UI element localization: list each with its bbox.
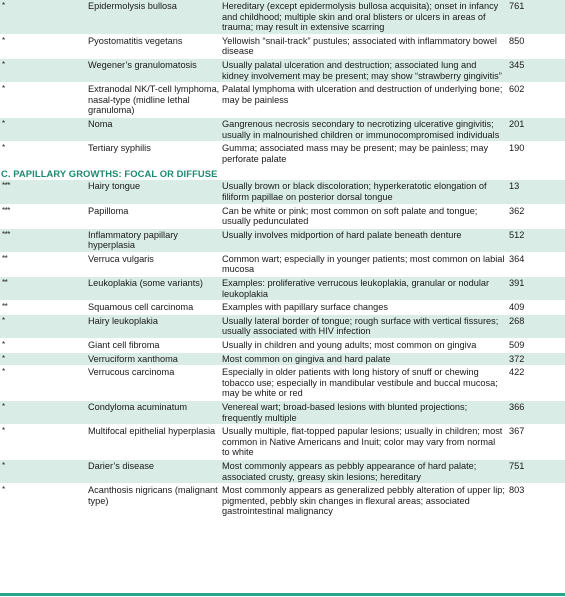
page-number-cell: 512	[509, 229, 525, 240]
frequency-cell: *	[2, 460, 5, 470]
description-cell: Usually palatal ulceration and destruction; associated lung and kidney involvement may be present; may show “strawberry gingivitis”	[222, 59, 502, 81]
table-row	[0, 277, 565, 301]
page-number-cell: 391	[509, 278, 525, 289]
description-cell: Gumma; associated mass may be present; may be painless; may perforate palate	[222, 143, 489, 164]
entity-name-cell: Inflammatory papillary hyperplasia	[88, 229, 178, 251]
frequency-cell: **	[2, 302, 8, 312]
frequency-cell: **	[2, 278, 8, 288]
frequency-cell: **	[2, 253, 8, 263]
page-number-cell: 364	[509, 253, 525, 264]
frequency-cell: *	[2, 84, 5, 94]
description-cell: Examples: proliferative verrucous leukoplakia, granular or nodular leukoplakia	[222, 278, 490, 299]
table-row	[0, 35, 565, 59]
table-row	[0, 353, 565, 367]
frequency-cell: *	[2, 485, 5, 495]
frequency-cell: *	[2, 143, 5, 153]
frequency-cell: *	[2, 35, 5, 45]
description-cell: Most commonly appears as pebbly appearance of hard palate; associated crusty, greasy skin lesions; hereditary	[222, 460, 477, 482]
page-number-cell: 850	[509, 35, 525, 46]
description-cell: Common wart; especially in younger patients; most common on labial mucosa	[222, 253, 505, 275]
frequency-cell: *	[2, 402, 5, 411]
entity-name-cell: Extranodal NK/T-cell lymphoma, nasal-type (midline lethal granuloma)	[88, 84, 220, 116]
description-cell: Usually brown or black discoloration; hyperkeratotic elongation of filiform papillae on posterior dorsal tongue	[222, 181, 487, 202]
page-number-cell: 602	[509, 84, 525, 95]
page-number-cell: 422	[509, 367, 525, 378]
table-row	[0, 0, 565, 35]
frequency-cell: *	[2, 367, 5, 377]
entity-name-cell: Verruca vulgaris	[88, 253, 154, 264]
frequency-cell: *	[2, 59, 5, 69]
section-a-rows	[0, 0, 565, 166]
page-number-cell: 345	[509, 59, 525, 70]
entity-name-cell: Epidermolysis bullosa	[88, 1, 177, 11]
entity-name-cell: Tertiary syphilis	[88, 143, 151, 154]
table-row	[0, 339, 565, 353]
description-cell: Yellowish “snail-track” pustules; associated with inflammatory bowel disease	[222, 35, 497, 57]
description-cell: Examples with papillary surface changes	[222, 302, 388, 313]
description-cell: Most common on gingiva and hard palate	[222, 353, 391, 364]
table-row	[0, 425, 565, 460]
frequency-cell: *	[2, 118, 5, 128]
entity-name-cell: Pyostomatitis vegetans	[88, 35, 183, 46]
description-cell: Usually multiple, flat-topped papular lesions; usually in children; most common in Native Americans and Inuit; color may vary from normal to white	[222, 426, 503, 458]
page-number-cell: 366	[509, 402, 525, 412]
table-row	[0, 253, 565, 277]
table-row	[0, 366, 565, 401]
table-row	[0, 142, 565, 166]
description-cell: Hereditary (except epidermolysis bullosa acquisita); onset in infancy and childhood; multiple skin and oral blisters or ulcers in areas of trauma; may result in extensive scarring	[222, 1, 499, 33]
bottom-rule	[0, 593, 565, 596]
table-row	[0, 484, 565, 519]
frequency-cell: *	[2, 1, 5, 10]
entity-name-cell: Acanthosis nigricans (malignant type)	[88, 485, 218, 506]
entity-name-cell: Giant cell fibroma	[88, 340, 160, 351]
page-number-cell: 268	[509, 315, 525, 326]
page-number-cell: 367	[509, 426, 525, 437]
entity-name-cell: Verruciform xanthoma	[88, 353, 178, 364]
entity-name-cell: Darier’s disease	[88, 460, 155, 471]
page-number-cell: 13	[509, 181, 520, 192]
section-c-rows	[0, 180, 565, 519]
entity-name-cell: Papilloma	[88, 205, 129, 216]
entity-name-cell: Leukoplakia (some variants)	[88, 278, 203, 289]
table-row	[0, 401, 565, 425]
page-number-cell: 190	[509, 143, 525, 154]
entity-name-cell: Squamous cell carcinoma	[88, 302, 194, 313]
page-number-cell: 509	[509, 340, 525, 351]
entity-name-cell: Hairy tongue	[88, 181, 141, 192]
table-row	[0, 315, 565, 339]
entity-name-cell: Hairy leukoplakia	[88, 315, 158, 326]
description-cell: Especially in older patients with long history of snuff or chewing tobacco use; especially in mandibular vestibule and buccal mucosa; may be white or red	[222, 367, 498, 399]
page-number-cell: 362	[509, 205, 525, 216]
page-number-cell: 751	[509, 460, 525, 471]
page-number-cell: 409	[509, 302, 525, 313]
entity-name-cell: Condyloma acuminatum	[88, 402, 188, 412]
description-cell: Can be white or pink; most common on soft palate and tongue; usually pedunculated	[222, 205, 478, 227]
frequency-cell: ***	[2, 181, 10, 191]
page-number-cell: 803	[509, 485, 525, 496]
page-number-cell: 201	[509, 118, 525, 129]
description-cell: Palatal lymphoma with ulceration and destruction of underlying bone; may be painless	[222, 84, 503, 105]
table-row	[0, 301, 565, 315]
table-row	[0, 83, 565, 118]
description-cell: Gangrenous necrosis secondary to necrotizing ulcerative gingivitis; usually in malnourished children or immunocompromised individuals	[222, 118, 500, 140]
table-row	[0, 205, 565, 229]
entity-name-cell: Noma	[88, 118, 113, 129]
page-number-cell: 761	[509, 1, 525, 11]
description-cell: Venereal wart; broad-based lesions with blunted projections; frequently multiple	[222, 402, 468, 423]
frequency-cell: *	[2, 340, 5, 350]
description-cell: Usually lateral border of tongue; rough surface with vertical fissures; usually associated with HIV infection	[222, 315, 499, 337]
frequency-cell: *	[2, 426, 5, 436]
table-row	[0, 59, 565, 83]
description-cell: Most commonly appears as generalized pebbly alteration of upper lip; pigmented, pebbly skin changes in flexural areas; associated gastrointestinal malignancy	[222, 485, 505, 517]
entity-name-cell: Verrucous carcinoma	[88, 367, 175, 378]
frequency-cell: *	[2, 315, 5, 325]
frequency-cell: ***	[2, 205, 10, 215]
entity-name-cell: Wegener’s granulomatosis	[88, 59, 197, 70]
table-row	[0, 118, 565, 142]
table-row	[0, 229, 565, 253]
section-c-heading: C. PAPILLARY GROWTHS: FOCAL OR DIFFUSE	[0, 166, 565, 180]
page-number-cell: 372	[509, 353, 525, 364]
table-row	[0, 180, 565, 204]
description-cell: Usually involves midportion of hard palate beneath denture	[222, 229, 462, 240]
table-row	[0, 460, 565, 484]
entity-name-cell: Multifocal epithelial hyperplasia	[88, 426, 216, 437]
frequency-cell: *	[2, 353, 5, 363]
frequency-cell: ***	[2, 229, 10, 239]
description-cell: Usually in children and young adults; most common on gingiva	[222, 340, 477, 351]
